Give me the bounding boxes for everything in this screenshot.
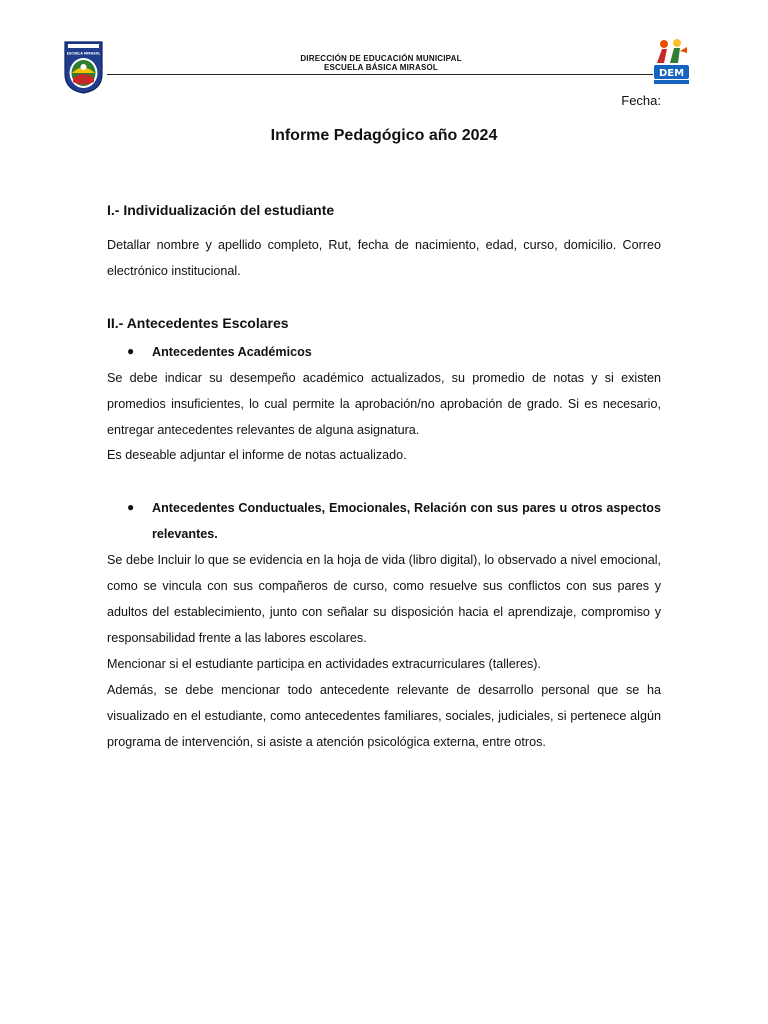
school-crest-logo bbox=[63, 40, 104, 94]
personal-development-paragraph: Además, se debe mencionar todo antecedente relevante de desarrollo personal que se ha visualizado en el estudiante, como antecedentes familiares, sociales, judiciales, si pertenece algún programa de intervención, si asiste a atención psicológica externa, entre otros. bbox=[107, 683, 661, 749]
bullet-icon: ● bbox=[127, 344, 135, 358]
section-1-paragraph: Detallar nombre y apellido completo, Rut, fecha de nacimiento, edad, curso, domicilio. Correo electrónico institucional. bbox=[107, 238, 661, 278]
dem-logo bbox=[653, 37, 690, 85]
academic-note: Es deseable adjuntar el informe de notas actualizado. bbox=[107, 448, 407, 462]
crest-label: ESCUELA MIRASOL bbox=[66, 51, 101, 56]
section-2-heading: II.- Antecedentes Escolares bbox=[107, 315, 289, 331]
bullet-icon: ● bbox=[127, 500, 135, 514]
behavioral-paragraph: Se debe Incluir lo que se evidencia en la hoja de vida (libro digital), lo observado a nivel emocional, como se vincula con sus compañeros de curso, como resuelve sus conflictos con sus pares y adultos del establecimiento, junto con señalar su disposición hacia el aprendizaje, compromiso y responsabilidad frente a las labores escolares. bbox=[107, 553, 661, 645]
extracurricular-note: Mencionar si el estudiante participa en actividades extracurriculares (talleres). bbox=[107, 657, 541, 671]
header-institution: DIRECCIÓN DE EDUCACIÓN MUNICIPAL bbox=[300, 54, 462, 63]
header-divider bbox=[107, 74, 655, 75]
bullet-behavioral-label: Antecedentes Conductuales, Emocionales, Relación con sus pares u otros aspectos relevantes. bbox=[152, 501, 661, 541]
section-1-heading: I.- Individualización del estudiante bbox=[107, 202, 335, 218]
date-field-label: Fecha: bbox=[621, 93, 661, 108]
header-school: ESCUELA BÁSICA MIRASOL bbox=[323, 63, 439, 72]
bullet-academic-label: Antecedentes Académicos bbox=[152, 345, 312, 359]
document-title: Informe Pedagógico año 2024 bbox=[270, 127, 498, 144]
dem-label: DEM bbox=[658, 68, 685, 79]
academic-paragraph: Se debe indicar su desempeño académico actualizados, su promedio de notas y si existen promedios insuficientes, lo cual permite la aprobación/no aprobación de grado. Si es necesario, entregar antecedentes relevantes de alguna asignatura. bbox=[107, 371, 661, 437]
